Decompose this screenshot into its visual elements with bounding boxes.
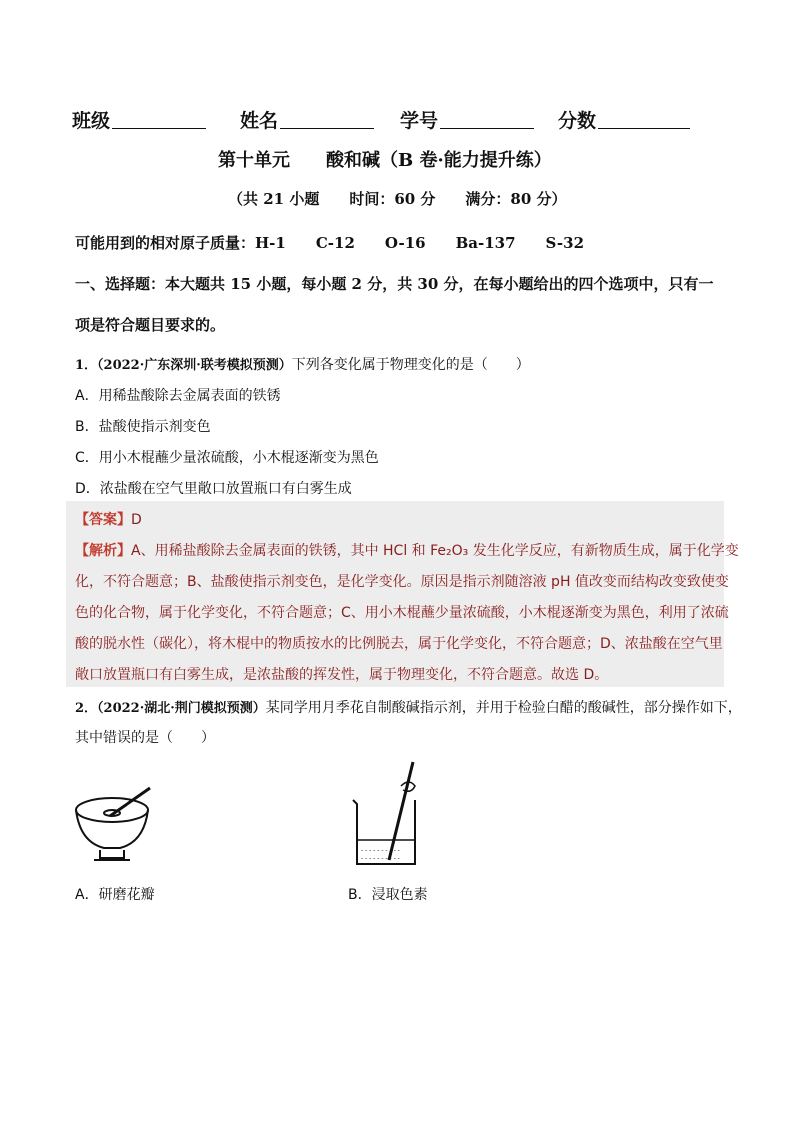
question-1-text: 下列各变化属于物理变化的是（ ） [291, 357, 530, 373]
question-2-stem-line2: 其中错误的是（ ） [75, 730, 215, 746]
name-label: 姓名 [240, 110, 279, 132]
class-blank[interactable] [112, 110, 206, 129]
svg-text:- - - - - - - - - -: - - - - - - - - - - [361, 855, 400, 862]
question-2-source: （2022·湖北·荆门模拟预测） [97, 701, 266, 716]
question-1-number: 1． [75, 358, 98, 373]
answer-line [75, 509, 142, 529]
class-field [72, 106, 206, 133]
question-2-text: 某同学用月季花自制酸碱指示剂，并用于检验白醋的酸碱性，部分操作如下， [265, 700, 742, 716]
id-field [400, 106, 534, 133]
answer-box [66, 501, 724, 687]
id-blank[interactable] [440, 110, 534, 129]
analysis-line-4: 酸的脱水性（碳化），将木棍中的物质按水的比例脱去，属于化学变化，不符合题意；D、浓盐酸在空气里 [75, 636, 723, 652]
question-2-stem [75, 697, 742, 717]
mortar-pestle-icon [70, 780, 160, 870]
question-1-option-b: B．盐酸使指示剂变色 [75, 419, 211, 435]
atomic-masses: 可能用到的相对原子质量：H-1 C-12 O-16 Ba-137 S-32 [75, 234, 585, 252]
name-field [240, 106, 374, 133]
analysis-tag: 【解析】 [75, 543, 131, 559]
question-2-number: 2． [75, 701, 98, 716]
answer-value: D [131, 512, 142, 528]
question-1-option-c: C．用小木棍蘸少量浓硫酸，小木棍逐渐变为黑色 [75, 450, 379, 466]
analysis-line-2: 化，不符合题意；B、盐酸使指示剂变色，是化学变化。原因是指示剂随溶液 pH 值改变而结构改变致使变 [75, 574, 729, 590]
analysis-line-1 [75, 540, 739, 560]
svg-text:- - - - - - - - - -: - - - - - - - - - - [361, 847, 400, 854]
section-heading-line2: 项是符合题目要求的。 [75, 316, 226, 334]
question-2-option-a: A．研磨花瓣 [75, 887, 155, 903]
question-1-source: （2022·广东深圳·联考模拟预测） [97, 358, 292, 373]
beaker-rod-icon [345, 760, 435, 870]
page-subtitle: （共 21 小题 时间：60 分 满分：80 分） [228, 190, 567, 208]
section-heading-line1: 一、选择题：本大题共 15 小题，每小题 2 分，共 30 分，在每小题给出的四个选项中，只有一 [75, 275, 714, 293]
question-1-option-a: A．用稀盐酸除去金属表面的铁锈 [75, 388, 281, 404]
answer-tag: 【答案】 [75, 512, 131, 528]
name-blank[interactable] [280, 110, 374, 129]
score-blank[interactable] [598, 110, 690, 129]
question-1-stem [75, 354, 530, 374]
class-label: 班级 [72, 110, 111, 132]
question-1-option-d: D．浓盐酸在空气里敞口放置瓶口有白雾生成 [75, 481, 352, 497]
id-label: 学号 [400, 110, 439, 132]
analysis-line-5: 敞口放置瓶口有白雾生成，是浓盐酸的挥发性，属于物理变化，不符合题意。故选 D。 [75, 667, 609, 683]
analysis-line-3: 色的化合物，属于化学变化，不符合题意；C、用小木棍蘸少量浓硫酸，小木棍逐渐变为黑色，利用了浓硫 [75, 605, 729, 621]
question-2-option-b: B．浸取色素 [348, 887, 428, 903]
score-field [558, 106, 690, 133]
analysis-text-1: A、用稀盐酸除去金属表面的铁锈，其中 HCl 和 Fe₂O₃ 发生化学反应，有新物质生成，属于化学变 [131, 543, 739, 559]
page-title: 第十单元 酸和碱（B 卷·能力提升练） [218, 150, 552, 171]
score-label: 分数 [558, 110, 597, 132]
